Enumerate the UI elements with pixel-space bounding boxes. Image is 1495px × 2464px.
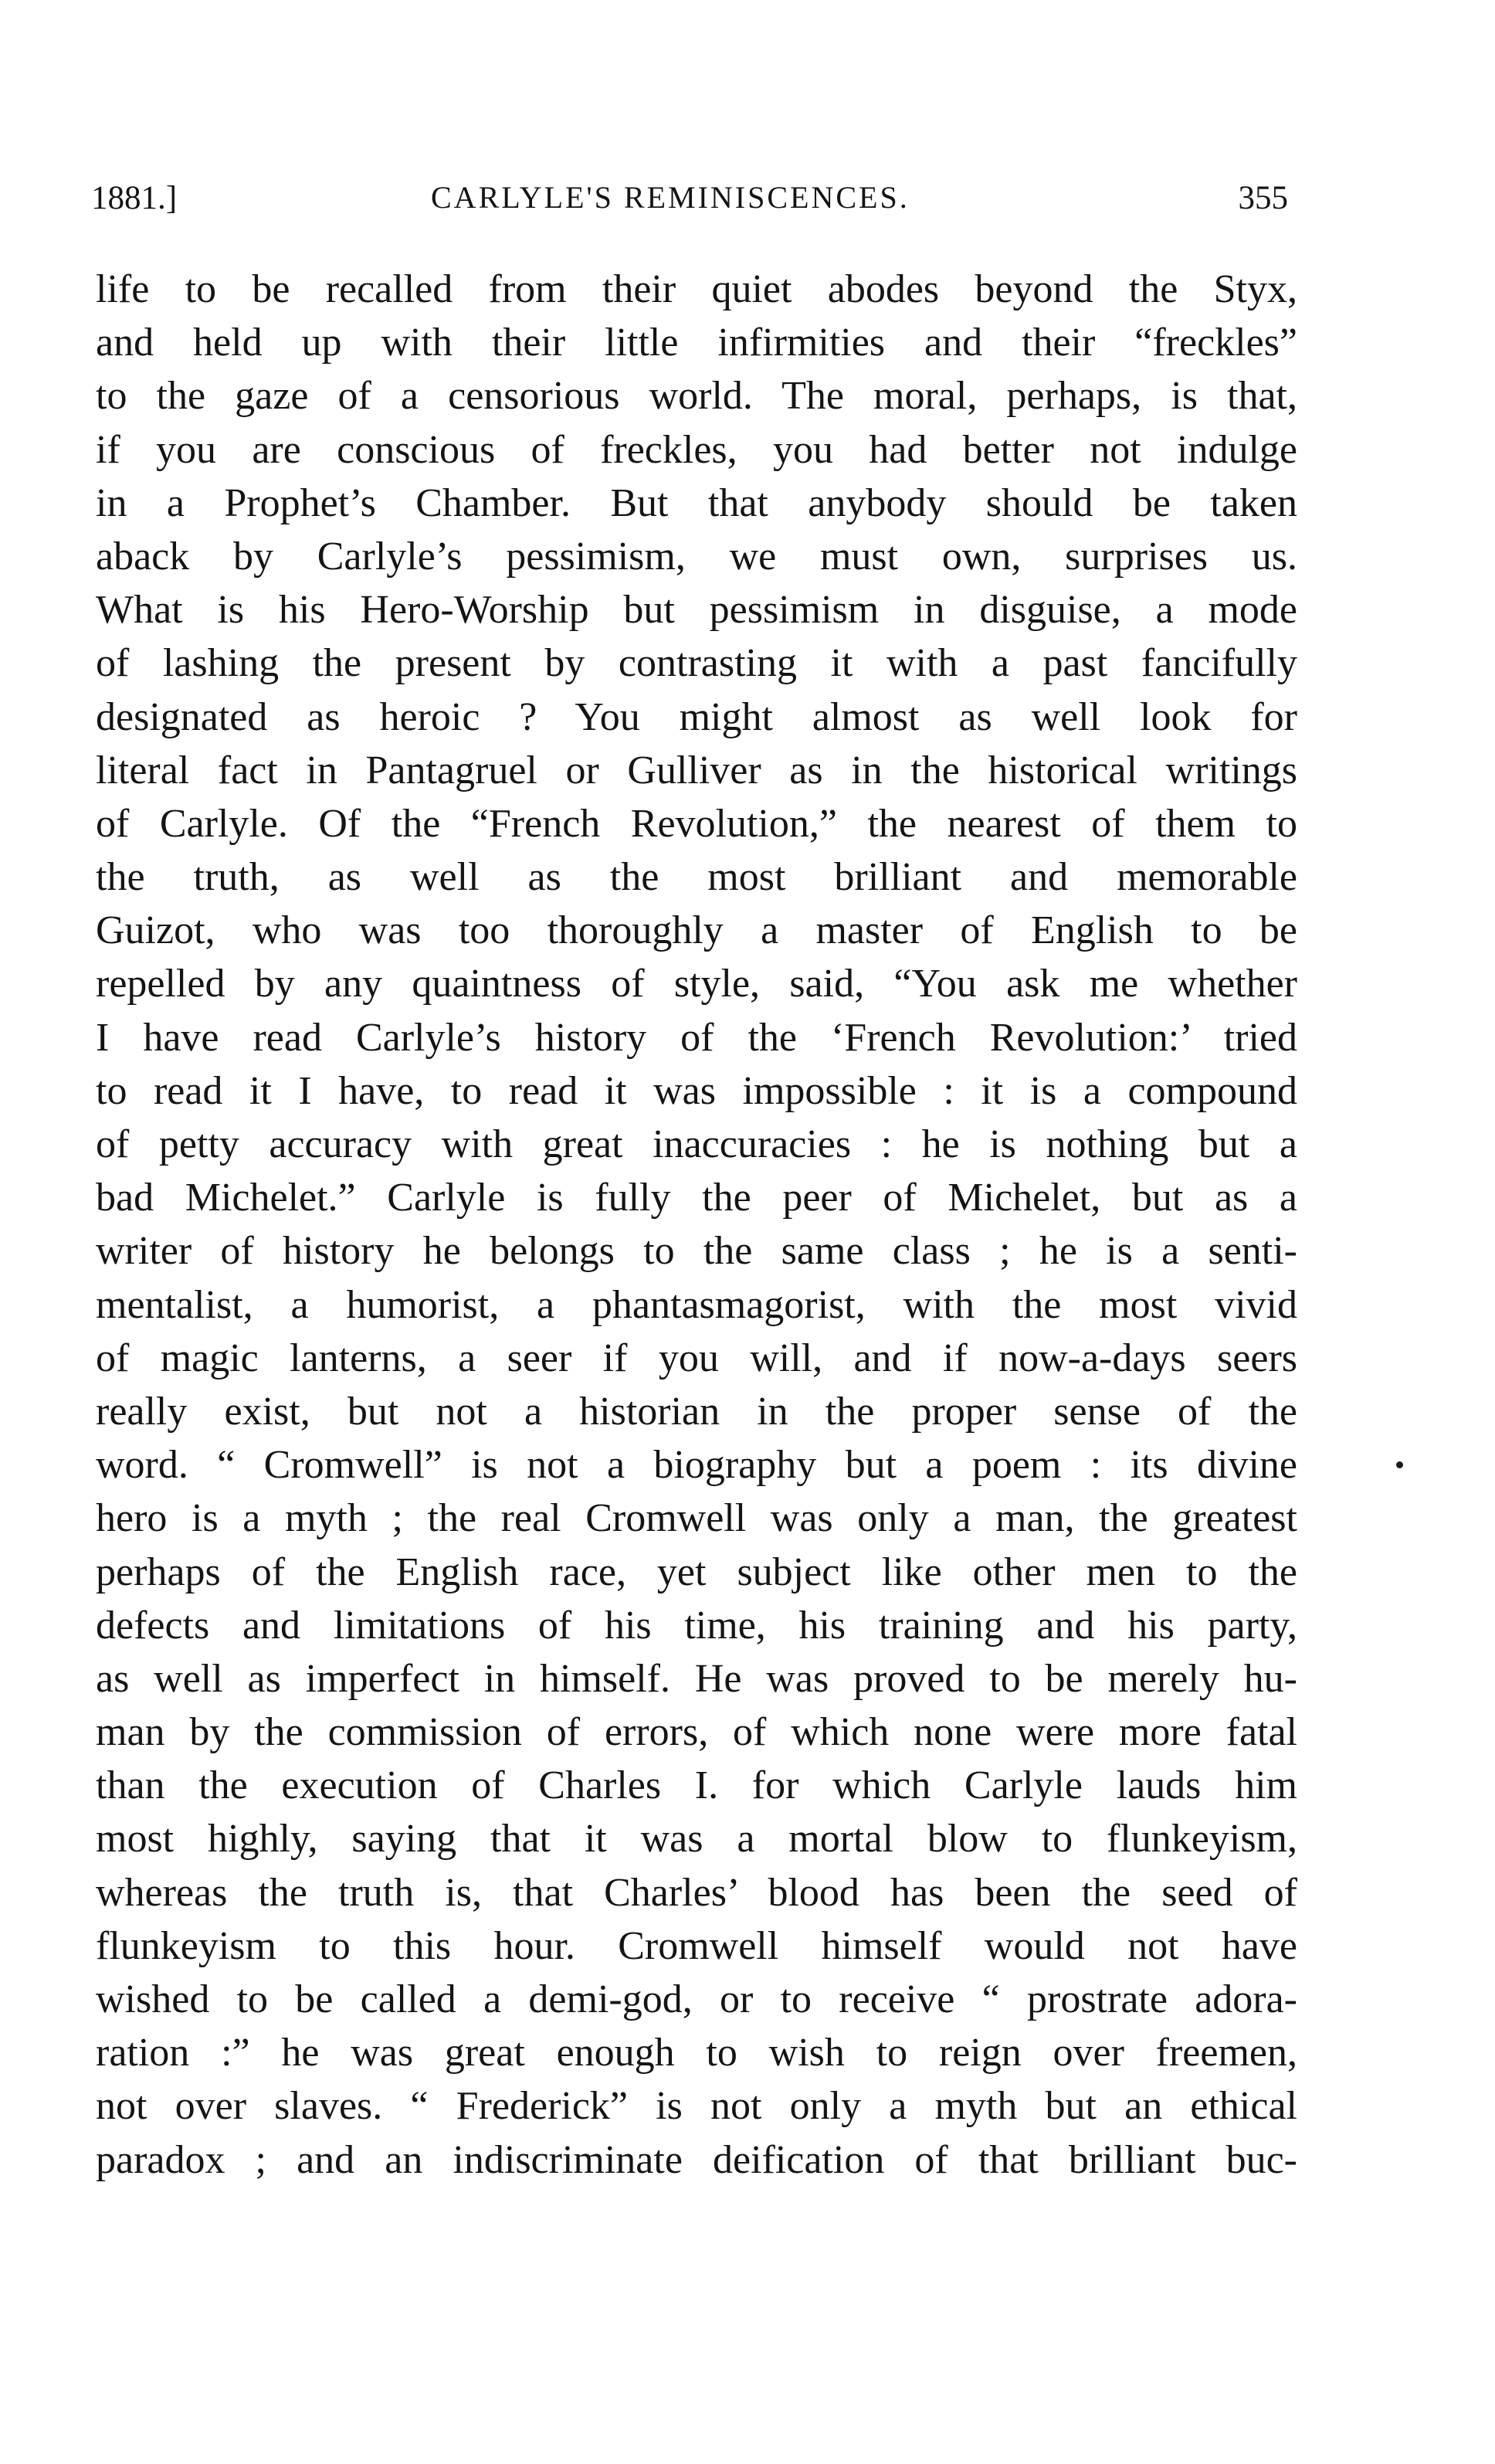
text-line: the truth, as well as the most brilliant and memorable <box>96 855 1297 900</box>
text-line: repelled by any quaintness of style, said, “You ask me whether <box>96 962 1297 1006</box>
margin-speck <box>1396 1461 1403 1468</box>
text-line: What is his Hero-Worship but pessimism in disguise, a mode <box>96 588 1297 633</box>
text-line: writer of history he belongs to the same class ; he is a senti- <box>96 1229 1297 1274</box>
text-line: perhaps of the English race, yet subject like other men to the <box>96 1549 1297 1594</box>
text-line: of lashing the present by contrasting it with a past fancifully <box>96 641 1297 686</box>
text-line: as well as imperfect in himself. He was proved to be merely hu- <box>96 1656 1297 1701</box>
page-number: 355 <box>1238 180 1288 216</box>
text-line: wished to be called a demi-god, or to receive “ prostrate adora- <box>96 1977 1297 2021</box>
running-head-year: 1881.] <box>91 180 178 216</box>
text-line: aback by Carlyle’s pessimism, we must own, surprises us. <box>96 534 1297 579</box>
text-line: really exist, but not a historian in the proper sense of the <box>96 1389 1297 1434</box>
text-line: bad Michelet.” Carlyle is fully the peer of Michelet, but as a <box>96 1176 1297 1220</box>
text-line: ration :” he was great enough to wish to reign over freemen, <box>96 2031 1297 2075</box>
text-line: word. “ Cromwell” is not a biography but a poem : its divine <box>96 1443 1297 1488</box>
text-line: defects and limitations of his time, his training and his party, <box>96 1603 1297 1648</box>
text-line: literal fact in Pantagruel or Gulliver as in the historical writings <box>96 748 1297 792</box>
text-line: than the execution of Charles I. for which Carlyle lauds him <box>96 1763 1297 1808</box>
text-line: and held up with their little infirmities and their “freckles” <box>96 321 1297 365</box>
text-line: of petty accuracy with great inaccuracies : he is nothing but a <box>96 1122 1297 1166</box>
text-line: of Carlyle. Of the “French Revolution,” the nearest of them to <box>96 801 1297 846</box>
text-line: designated as heroic ? You might almost as well look for <box>96 694 1297 739</box>
body-text <box>96 263 1297 2187</box>
text-line: life to be recalled from their quiet abodes beyond the Styx, <box>96 267 1297 311</box>
text-line: I have read Carlyle’s history of the ‘French Revolution:’ tried <box>96 1015 1297 1060</box>
text-line: whereas the truth is, that Charles’ blood has been the seed of <box>96 1870 1297 1915</box>
running-head <box>91 179 1288 226</box>
running-head-title: CARLYLE'S REMINISCENCES. <box>431 180 910 215</box>
text-line: Guizot, who was too thoroughly a master of English to be <box>96 908 1297 953</box>
text-line: hero is a myth ; the real Cromwell was only a man, the greatest <box>96 1496 1297 1541</box>
text-line: to the gaze of a censorious world. The moral, perhaps, is that, <box>96 374 1297 419</box>
text-line: flunkeyism to this hour. Cromwell himself would not have <box>96 1923 1297 1968</box>
text-line: mentalist, a humorist, a phantasmagorist, with the most vivid <box>96 1282 1297 1327</box>
text-line: most highly, saying that it was a mortal blow to flunkeyism, <box>96 1817 1297 1862</box>
text-line: man by the commission of errors, of which none were more fatal <box>96 1710 1297 1755</box>
text-line: if you are conscious of freckles, you had better not indulge <box>96 427 1297 472</box>
text-line: in a Prophet’s Chamber. But that anybody should be taken <box>96 480 1297 525</box>
text-line: not over slaves. “ Frederick” is not only a myth but an ethical <box>96 2084 1297 2129</box>
text-line: of magic lanterns, a seer if you will, and if now-a-days seers <box>96 1336 1297 1380</box>
text-line: to read it I have, to read it was impossible : it is a compound <box>96 1068 1297 1113</box>
text-line: paradox ; and an indiscriminate deification of that brilliant buc- <box>96 2137 1297 2182</box>
